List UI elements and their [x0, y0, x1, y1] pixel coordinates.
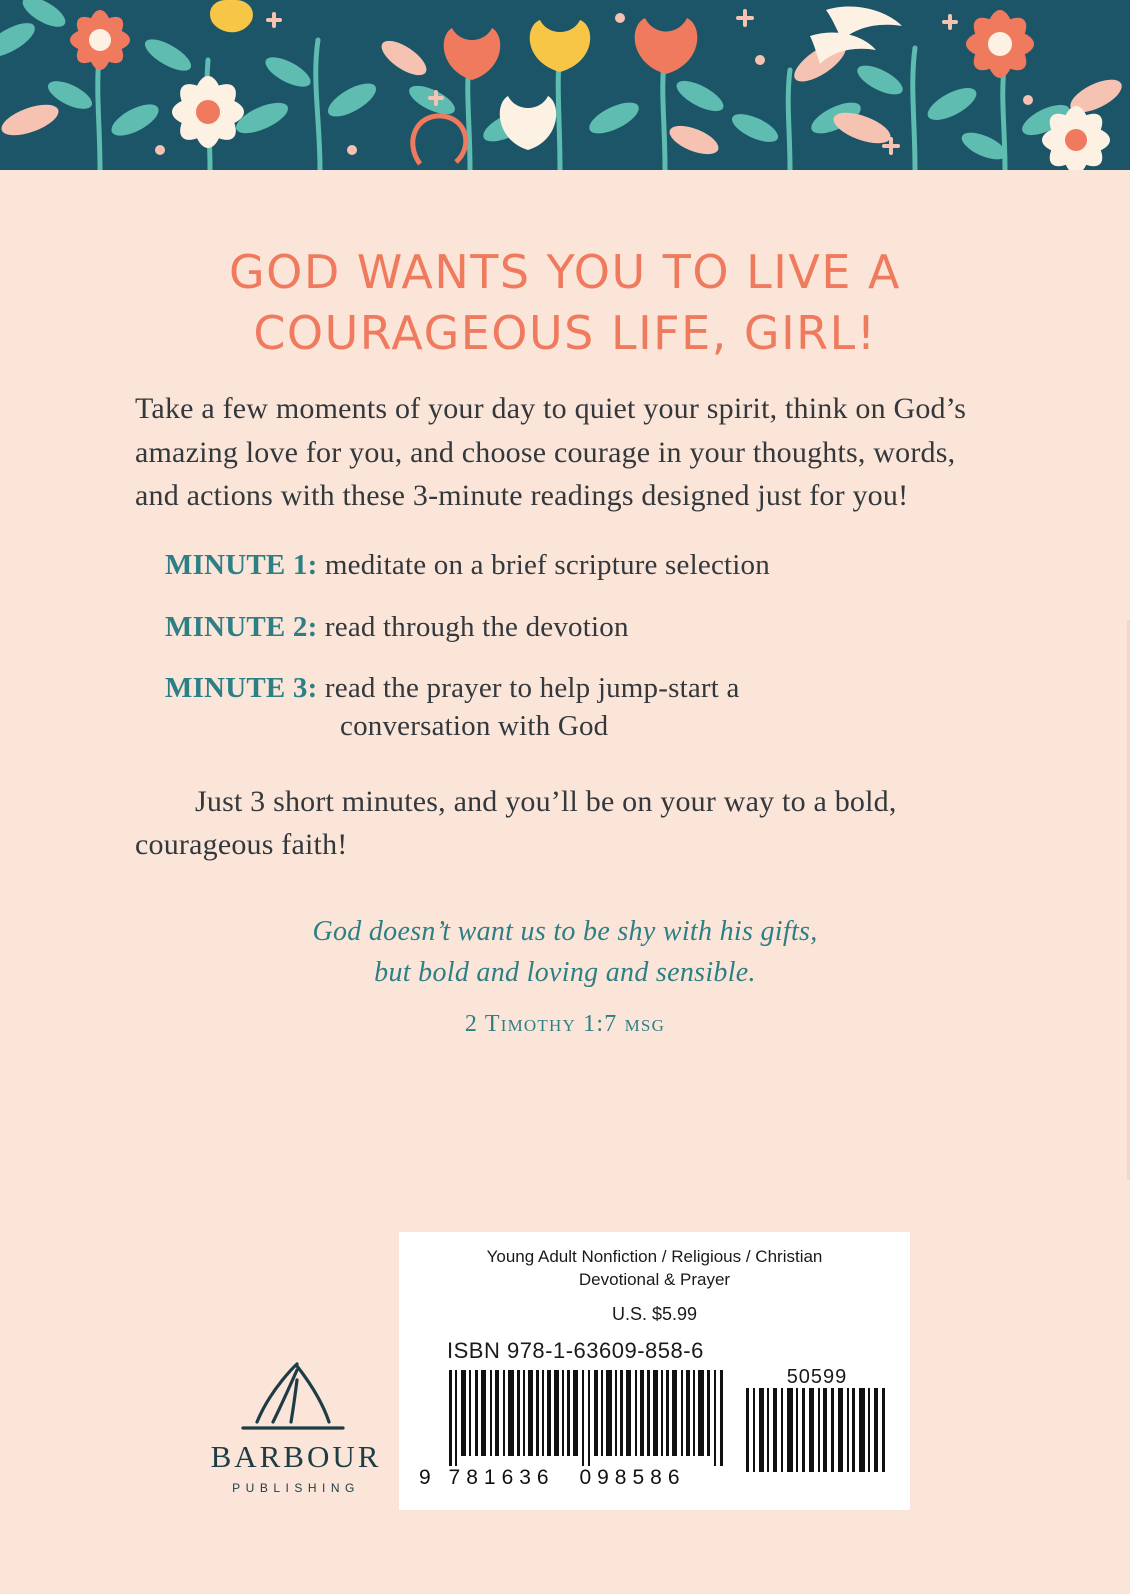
bisac-line-2: Devotional & Prayer — [578, 1269, 731, 1289]
publisher-name: BARBOUR — [210, 1439, 382, 1474]
publisher-logo — [196, 1360, 396, 1495]
minute-1-label: MINUTE 1: — [165, 549, 318, 581]
intro-paragraph: Take a few moments of your day to quiet your spirit, think on God’s amazing love for you, and choose courage in your thoughts, words, and actions with these 3-minute readings designed just for you! — [135, 392, 967, 512]
bisac-category — [399, 1246, 910, 1292]
minute-2-text: read through the devotion — [324, 610, 629, 643]
publisher-tagline: PUBLISHING — [232, 1481, 360, 1495]
minute-1-text: meditate on a brief scripture selection — [324, 549, 770, 581]
ean-right-group: 098586 — [579, 1465, 686, 1489]
ean-lead-digit: 9 — [419, 1465, 432, 1489]
cover-copy — [0, 170, 1130, 1042]
floral-header-band — [0, 0, 1130, 170]
ean-digits — [419, 1466, 709, 1490]
floral-pattern-illustration — [0, 0, 1130, 170]
sailboat-icon — [231, 1360, 361, 1432]
minute-3-label: MINUTE 3: — [165, 672, 318, 705]
page-title — [115, 242, 1015, 363]
ean5-addon-barcode — [744, 1388, 890, 1476]
list-item — [165, 609, 995, 647]
headline-line-2: COURAGEOUS LIFE, GIRL! — [253, 305, 877, 360]
ean13-barcode — [447, 1370, 733, 1470]
minute-3-continuation: conversation with God — [340, 710, 609, 743]
closing-paragraph — [135, 780, 995, 866]
headline-line-1: GOD WANTS YOU TO LIVE A — [229, 245, 901, 299]
bisac-line-1: Young Adult Nonfiction / Religious / Christian — [486, 1247, 823, 1266]
minute-2-label: MINUTE 2: — [165, 610, 318, 643]
list-item — [165, 670, 995, 745]
addon-price-number: 50599 — [786, 1365, 848, 1388]
list-item — [165, 547, 995, 585]
isbn-label: ISBN 978-1-63609-858-6 — [447, 1337, 704, 1363]
verse-line-1: God doesn’t want us to be shy with his gifts, — [312, 916, 818, 948]
ean-left-group: 781636 — [448, 1465, 555, 1489]
verse-reference: 2 Timothy 1:7 msg — [464, 1011, 666, 1038]
price-label: U.S. $5.99 — [611, 1303, 698, 1324]
minutes-list — [135, 547, 995, 746]
scripture-quote — [135, 912, 995, 1042]
verse-line-2: but bold and loving and sensible. — [374, 956, 756, 988]
closing-text: Just 3 short minutes, and you’ll be on your way to a bold, courageous faith! — [135, 784, 897, 861]
barcode-panel — [399, 1232, 910, 1510]
minute-3-text: read the prayer to help jump-start a — [324, 672, 740, 705]
barcodes-row — [399, 1365, 910, 1500]
